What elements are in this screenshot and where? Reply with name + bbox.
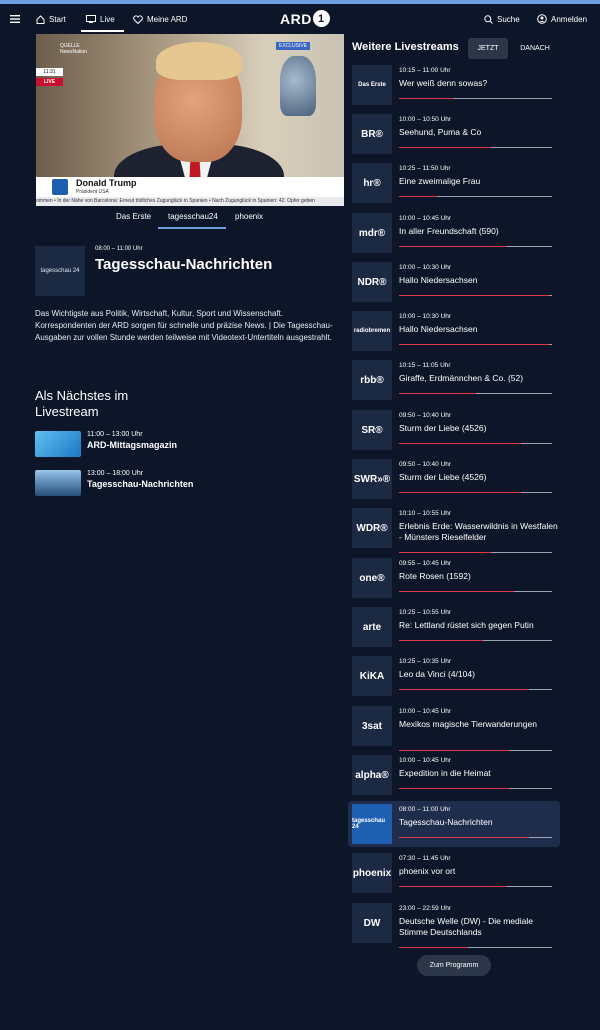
video-source-label: QUELLE NewsNation (60, 43, 87, 55)
next-text (87, 431, 197, 451)
livestream-channel-logo: DW (352, 903, 392, 943)
livestream-progress-bar (399, 246, 552, 247)
next-time: 11:00 – 13:00 Uhr (87, 431, 143, 438)
video-person-name: Donald Trump (76, 178, 137, 188)
livestream-title: Erlebnis Erde: Wasserwildnis in Westfalen - Münsters Rieselfelder (399, 521, 558, 542)
livestream-item[interactable] (348, 160, 560, 206)
livestream-progress-bar (399, 295, 552, 296)
next-text (87, 470, 197, 490)
top-nav (0, 4, 600, 34)
video-ticker: ommen • In der Nähe von Barcelona: Erneut tödliches Zugunglück in Spanien • Nach Zugunglück in Spanien: 42. Opfer geben (36, 197, 344, 206)
livestream-item[interactable] (348, 555, 560, 601)
livestream-progress-bar (399, 788, 552, 789)
livestream-progress-bar (399, 591, 552, 592)
tab-phoenix[interactable]: phoenix (235, 212, 264, 221)
livestream-channel-logo: arte (352, 607, 392, 647)
search-label: Suche (497, 14, 520, 24)
livestream-time: 09:50 – 10:40 Uhr (399, 412, 452, 419)
livestream-channel-logo: hr® (352, 163, 392, 203)
nav-live-indicator (81, 30, 124, 32)
livestream-progress-fill (399, 295, 549, 296)
livestream-channel-logo: NDR® (352, 262, 392, 302)
home-icon (36, 15, 45, 24)
livestream-item[interactable] (348, 653, 560, 699)
hamburger-icon (10, 15, 20, 23)
tagesschau24-logo-icon (52, 179, 68, 195)
livestream-item[interactable] (348, 900, 560, 946)
nav-start[interactable] (36, 4, 66, 34)
livestream-channel-logo: BR® (352, 114, 392, 154)
livestream-progress-bar (399, 393, 552, 394)
livestream-title: Wer weiß denn sowas? (399, 78, 488, 88)
video-lower-third (36, 177, 344, 197)
livestream-item[interactable] (348, 357, 560, 403)
livestream-time: 23:00 – 22:59 Uhr (399, 905, 452, 912)
livestreams-heading: Weitere Livestreams (352, 41, 459, 53)
livestream-title: Tagesschau-Nachrichten (399, 817, 493, 827)
livestream-progress-bar (399, 98, 552, 99)
livestream-title: Seehund, Puma & Co (399, 127, 482, 137)
livestream-channel-logo: phoenix (352, 853, 392, 893)
livestream-progress-bar (399, 640, 552, 641)
livestream-progress-fill (399, 750, 509, 751)
show-description: Das Wichtigste aus Politik, Wirtschaft, Kultur, Sport und Wissenschaft. Korrespondenten der ARD sorgen für schnelle und präzise News. | Die Tagesschau-Ausgaben zur vollen Stunde werden teilweise mit Videotext-Untertiteln ausgestrahlt. (35, 309, 333, 342)
livestream-title: In aller Freundschaft (590) (399, 226, 499, 236)
livestream-title: Giraffe, Erdmännchen & Co. (52) (399, 373, 524, 383)
livestream-item[interactable] (348, 801, 560, 847)
livestream-time: 10:00 – 10:30 Uhr (399, 313, 452, 320)
livestream-title: Hallo Niedersachsen (399, 275, 478, 285)
livestream-title: Rote Rosen (1592) (399, 571, 471, 581)
livestream-time: 09:50 – 10:40 Uhr (399, 461, 452, 468)
livestream-time: 10:25 – 10:55 Uhr (399, 609, 452, 616)
livestream-progress-fill (399, 393, 476, 394)
livestream-channel-logo: mdr® (352, 213, 392, 253)
livestream-time: 10:00 – 10:45 Uhr (399, 708, 452, 715)
livestream-progress-fill (399, 947, 468, 948)
livestream-progress-bar (399, 947, 552, 948)
livestream-item[interactable] (348, 111, 560, 157)
livestream-title: Hallo Niedersachsen (399, 324, 478, 334)
livestream-channel-logo: SWR»® (352, 459, 392, 499)
livestream-item[interactable] (348, 210, 560, 256)
livestream-time: 10:15 – 11:00 Uhr (399, 67, 451, 74)
show-title: Tagesschau-Nachrichten (95, 256, 273, 273)
livestream-progress-fill (399, 886, 506, 887)
livestream-channel-logo: WDR® (352, 508, 392, 548)
livestream-progress-bar (399, 492, 552, 493)
livestream-progress-bar (399, 689, 552, 690)
livestream-title: Leo da Vinci (4/104) (399, 669, 475, 679)
next-heading: Als Nächstes im Livestream (35, 388, 129, 419)
livestream-channel-logo: KiKA (352, 656, 392, 696)
livestream-item[interactable] (348, 62, 560, 108)
heart-icon (133, 15, 143, 24)
livestream-channel-logo: one® (352, 558, 392, 598)
livestream-progress-fill (399, 147, 491, 148)
filter-jetzt-button[interactable]: JETZT (468, 38, 508, 59)
livestream-title: Eine zweimalige Frau (399, 176, 481, 186)
next-thumbnail (35, 470, 81, 496)
livestream-channel-logo: SR® (352, 410, 392, 450)
ard-logo-ring: 1 (313, 10, 330, 27)
livestream-progress-fill (399, 591, 514, 592)
livestream-progress-fill (399, 689, 529, 690)
livestream-channel-logo: tagesschau 24 (352, 804, 392, 844)
livestream-time: 08:00 – 11:00 Uhr (399, 806, 451, 813)
livestream-title: Mexikos magische Tierwanderungen (399, 719, 537, 729)
livestream-title: Expedition in die Heimat (399, 768, 491, 778)
tab-active-indicator (158, 227, 226, 229)
nav-live-label: Live (100, 14, 115, 24)
livestream-title: Sturm der Liebe (4526) (399, 423, 487, 433)
livestream-progress-bar (399, 196, 552, 197)
livestream-channel-logo: alpha® (352, 755, 392, 795)
livestream-item[interactable] (348, 604, 560, 650)
livestream-progress-bar (399, 147, 552, 148)
livestream-progress-fill (399, 552, 491, 553)
livestream-item[interactable] (348, 752, 560, 798)
livestream-time: 10:25 – 11:50 Uhr (399, 165, 451, 172)
video-exclusive-badge: EXCLUSIVE (276, 42, 310, 50)
next-time: 13:00 – 18:00 Uhr (87, 470, 144, 477)
video-person-hair (156, 42, 242, 80)
livestream-progress-bar (399, 443, 552, 444)
livestream-item[interactable] (348, 456, 560, 502)
show-time: 08:00 – 11:00 Uhr (95, 246, 143, 252)
video-player[interactable] (36, 34, 344, 206)
livestream-time: 07:30 – 11:45 Uhr (399, 855, 451, 862)
video-lamp (280, 56, 316, 116)
livestream-progress-fill (399, 196, 437, 197)
livestream-progress-bar (399, 344, 552, 345)
livestream-progress-fill (399, 837, 529, 838)
livestream-title: Deutsche Welle (DW) - Die mediale Stimme Deutschlands (399, 916, 533, 937)
livestream-time: 10:00 – 10:45 Uhr (399, 757, 452, 764)
livestream-progress-fill (399, 344, 549, 345)
livestream-time: 10:00 – 10:30 Uhr (399, 264, 452, 271)
menu-button[interactable] (10, 4, 20, 34)
livestream-channel-logo: rbb® (352, 360, 392, 400)
livestream-item[interactable] (348, 850, 560, 896)
channel-logo: tagesschau 24 (35, 246, 85, 296)
nav-start-label: Start (49, 14, 66, 24)
livestream-progress-bar (399, 886, 552, 887)
zum-programm-button[interactable]: Zum Programm (417, 955, 491, 976)
login-button[interactable] (537, 4, 587, 34)
livestream-item[interactable] (348, 308, 560, 354)
livestream-progress-bar (399, 552, 552, 553)
tab-das-erste[interactable]: Das Erste (116, 212, 152, 221)
next-item[interactable] (35, 431, 178, 457)
livestream-time: 10:00 – 10:50 Uhr (399, 116, 452, 123)
livestream-time: 10:25 – 10:35 Uhr (399, 658, 452, 665)
search-icon (484, 15, 493, 24)
ard-logo-text: ARD (280, 10, 312, 27)
video-live-badge: LIVE (36, 78, 63, 86)
livestream-item[interactable] (348, 703, 560, 749)
livestream-channel-logo: Das Erste (352, 65, 392, 105)
video-clock: 11:31 (36, 68, 63, 76)
livestream-progress-fill (399, 98, 453, 99)
livestream-time: 10:00 – 10:45 Uhr (399, 215, 452, 222)
livestream-title: Sturm der Liebe (4526) (399, 472, 487, 482)
next-title: ARD-Mittagsmagazin (87, 440, 178, 450)
livestream-title: phoenix vor ort (399, 866, 456, 876)
channel-tabs (36, 206, 344, 230)
livestream-item[interactable] (348, 259, 560, 305)
livestream-progress-bar (399, 750, 552, 751)
ard-logo[interactable] (280, 10, 330, 27)
filter-danach-button[interactable]: DANACH (520, 45, 550, 52)
livestream-progress-fill (399, 492, 521, 493)
livestream-progress-fill (399, 788, 509, 789)
tv-icon (86, 15, 96, 23)
livestream-time: 10:10 – 10:55 Uhr (399, 510, 452, 517)
next-item[interactable] (35, 470, 194, 496)
nav-meine-ard-label: Meine ARD (147, 14, 188, 24)
next-thumbnail (35, 431, 81, 457)
livestream-time: 09:55 – 10:45 Uhr (399, 560, 452, 567)
nav-meine-ard[interactable] (133, 4, 187, 34)
livestream-title: Re: Lettland rüstet sich gegen Putin (399, 620, 534, 630)
video-person-role: Präsident USA (76, 189, 109, 195)
next-title: Tagesschau-Nachrichten (87, 479, 194, 489)
livestream-progress-fill (399, 246, 506, 247)
livestream-item[interactable] (348, 505, 560, 551)
livestream-progress-bar (399, 837, 552, 838)
livestream-item[interactable] (348, 407, 560, 453)
livestream-channel-logo: radiobremen (352, 311, 392, 351)
livestream-progress-fill (399, 443, 521, 444)
user-icon (537, 14, 547, 24)
login-label: Anmelden (551, 14, 588, 24)
livestream-time: 10:15 – 11:05 Uhr (399, 362, 451, 369)
livestream-progress-fill (399, 640, 483, 641)
search-button[interactable] (484, 4, 520, 34)
tab-tagesschau24[interactable]: tagesschau24 (168, 212, 218, 221)
livestream-channel-logo: 3sat (352, 706, 392, 746)
